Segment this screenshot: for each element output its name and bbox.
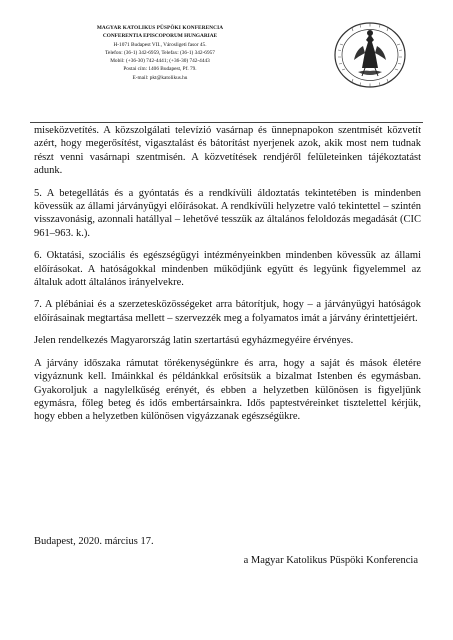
- org-phone-fax: Telefon: (36-1) 342-6959, Telefax: (36-1) 342-6957: [105, 49, 215, 56]
- body-paragraph: miseközvetítés. A közszolgálati televízió vasárnap és ünnepnapokon szentmisét közvetít azért, hogy megerősítést, vigasztalást és bátorítást nyerjenek azok, akik most nem tudnak részt venni vasárnapi szentmisén. A közvetítések rendjéről felületeinken tájékoztatást adunk.: [34, 125, 421, 177]
- body-paragraph: 6. Oktatási, szociális és egészségügyi intézményeinkben mindenben kövessük az állami előírásokat. A hatóságokkal mindenben működjünk együtt és legyünk figyelemmel az általuk adott általános irányelvekre.: [34, 250, 421, 289]
- letterhead-divider: [30, 122, 423, 123]
- org-mobile: Mobil: (+36-30) 742-4441; (+36-30) 742-4443: [110, 58, 210, 65]
- bishops-conference-seal-icon: [332, 20, 408, 90]
- body-paragraph: A járvány időszaka rámutat törékenységünkre és arra, hogy a saját és mások életére vigyáznunk kell. Imáinkkal és példánkkal erősítsük a bizalmat Istenben és egymásban. Gyakoroljuk a nagylelkűség erényét, és ebben a helyzetben különösen is figyeljünk egymásra, főleg beteg és idős embertársainkra. Idős paptestvéreinket tisztelettel kérjük, hogy ebben a helyzetben különösen vigyázzanak egészségükre.: [34, 357, 421, 423]
- org-postal: Postai cím: 1406 Budapest, Pf. 79.: [123, 66, 197, 73]
- closing-block: [34, 535, 421, 568]
- letterhead-text: [40, 24, 280, 82]
- org-name: MAGYAR KATOLIKUS PÜSPÖKI KONFERENCIA: [96, 25, 224, 31]
- body-paragraph: 7. A plébániai és a szerzetesközösségeket arra bátorítjuk, hogy – a járványügyi hatóságok előírásainak megtartása mellett – szervezzék meg a folyamatos imát a járvány érintettjeiért.: [34, 299, 421, 324]
- signature: a Magyar Katolikus Püspöki Konferencia: [243, 555, 418, 567]
- body-paragraph: 5. A betegellátás és a gyóntatás és a rendkívüli áldoztatás tekintetében is mindenben kövessük az állami járványügyi előírásokat. A rendkívüli helyzetre való tekintettel – szintén visszavonásig, azonnali hatállyal – lehetővé tesszük az általános feloldozás megadását (CIC 961–963. k.).: [34, 187, 421, 239]
- body-paragraph: Jelen rendelkezés Magyarország latin szertartású egyházmegyéire érvényes.: [34, 335, 354, 347]
- org-address: H-1071 Budapest VII., Városligeti fasor 45.: [113, 41, 207, 48]
- document-body: [34, 124, 421, 433]
- org-email: E-mail: pkt@katolikus.hu: [132, 74, 188, 81]
- org-name-latin: CONFERENTIA EPISCOPORUM HUNGARIAE: [102, 33, 218, 40]
- place-date: Budapest, 2020. március 17.: [34, 536, 154, 547]
- letterhead: [0, 6, 453, 118]
